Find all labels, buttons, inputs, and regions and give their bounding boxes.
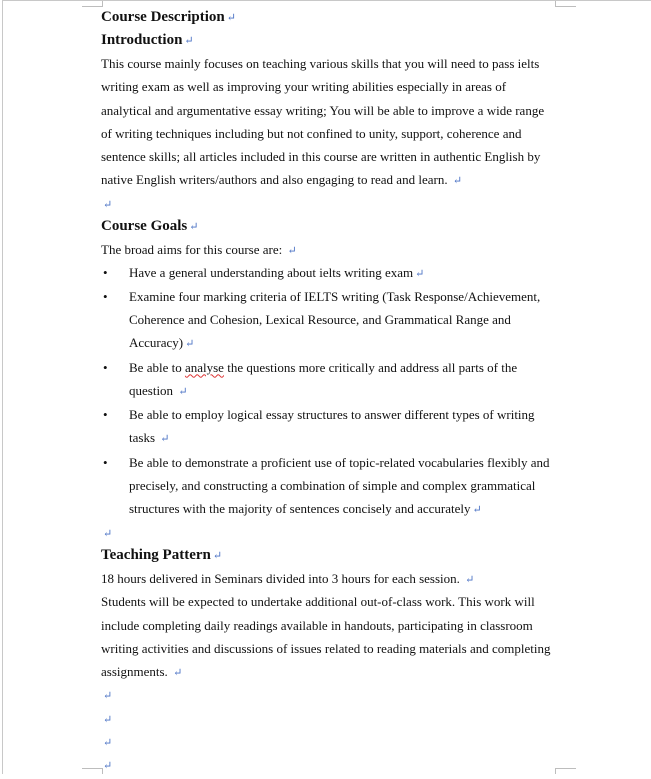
- bullet-icon: •: [103, 454, 108, 470]
- bullet-icon: •: [103, 359, 108, 375]
- paragraph-mark-icon: ↵: [212, 549, 223, 562]
- paragraph-mark-icon: ↵: [103, 713, 113, 726]
- paragraph-mark-icon: ↵: [465, 573, 475, 586]
- document-body[interactable]: [101, 6, 561, 777]
- bullet-icon: •: [103, 265, 108, 281]
- margin-corner-mark: [82, 1, 103, 7]
- empty-paragraph: [101, 730, 561, 753]
- paragraph-mark-icon: ↵: [472, 504, 482, 517]
- empty-paragraph: [101, 707, 561, 730]
- paragraph-mark-icon: ↵: [103, 527, 113, 540]
- teaching-paragraph: Students will be expected to undertake additional out-of-class work. This work will include completing daily readings available in handouts, participating in classroom writing activities and discussions of issues related to reading materials and completing assignments. ↵: [101, 594, 551, 680]
- goal-list-item: • Examine four marking criteria of IELTS writing (Task Response/Achievement, Coherence and Cohesion, Lexical Resource, and Grammatical Range and Accuracy) ↵: [101, 285, 561, 355]
- introduction-heading: Introduction ↵: [101, 32, 194, 48]
- teaching-pattern-heading: Teaching Pattern ↵: [101, 546, 223, 563]
- paragraph-mark-icon: ↵: [452, 175, 463, 188]
- bullet-icon: •: [103, 407, 108, 423]
- text-line: This course mainly focuses on teaching various skills that you will need to pass ielts: [101, 56, 540, 71]
- paragraph-mark-icon: ↵: [226, 12, 236, 24]
- text-line: writing exam as well as improving your writing abilities especially in areas of: [101, 79, 507, 95]
- paragraph-mark-icon: ↵: [184, 35, 194, 47]
- goal-list-item: • Be able to demonstrate a proficient use of topic-related vocabularies flexibly and precisely, and constructing a combination of simple and complex grammatical structures with the majority of sentences concisely and accurately ↵: [101, 451, 561, 521]
- paragraph-mark-icon: ↵: [415, 268, 425, 281]
- empty-paragraph: [101, 521, 561, 544]
- text-line: of writing techniques including but not confined to unity, support, coherence and: [101, 125, 522, 141]
- margin-corner-mark: [82, 768, 103, 774]
- text-line: sentence skills; all articles included in this course are written in authentic English by: [101, 149, 541, 165]
- paragraph-mark-icon: ↵: [185, 338, 195, 351]
- text-line: analytical and argumentative essay writing; You will be able to improve a wide range: [101, 102, 545, 118]
- bullet-icon: •: [103, 288, 108, 304]
- empty-paragraph: [101, 753, 561, 776]
- document-title: Course Description ↵: [101, 9, 236, 25]
- paragraph-mark-icon: ↵: [178, 385, 188, 398]
- paragraph-mark-icon: ↵: [287, 245, 297, 258]
- goal-list-item: • Be able to analyse the questions more critically and address all parts of the question ↵: [101, 356, 561, 403]
- goal-list-item: • Have a general understanding about ielts writing exam ↵: [101, 261, 561, 284]
- paragraph-mark-icon: ↵: [103, 690, 113, 703]
- paragraph-mark-icon: ↵: [173, 667, 183, 680]
- introduction-paragraph: [101, 52, 561, 192]
- teaching-hours-line: 18 hours delivered in Seminars divided into 3 hours for each session. ↵: [101, 570, 475, 586]
- spellcheck-flagged-word[interactable]: analyse: [184, 359, 224, 375]
- course-goals-heading: Course Goals ↵: [101, 218, 199, 235]
- paragraph-mark-icon: ↵: [160, 433, 170, 446]
- empty-paragraph: [101, 683, 561, 706]
- paragraph-mark-icon: ↵: [103, 737, 113, 750]
- text-line: native English writers/authors and also engaging to read and learn. ↵: [101, 172, 463, 188]
- goals-intro: The broad aims for this course are: ↵: [101, 242, 297, 258]
- paragraph-mark-icon: ↵: [189, 221, 199, 234]
- empty-paragraph: [101, 192, 561, 215]
- document-page: [2, 0, 651, 774]
- goal-list-item: • Be able to employ logical essay structures to answer different types of writing tasks ↵: [101, 403, 561, 450]
- paragraph-mark-icon: ↵: [103, 198, 113, 211]
- paragraph-mark-icon: ↵: [103, 760, 113, 773]
